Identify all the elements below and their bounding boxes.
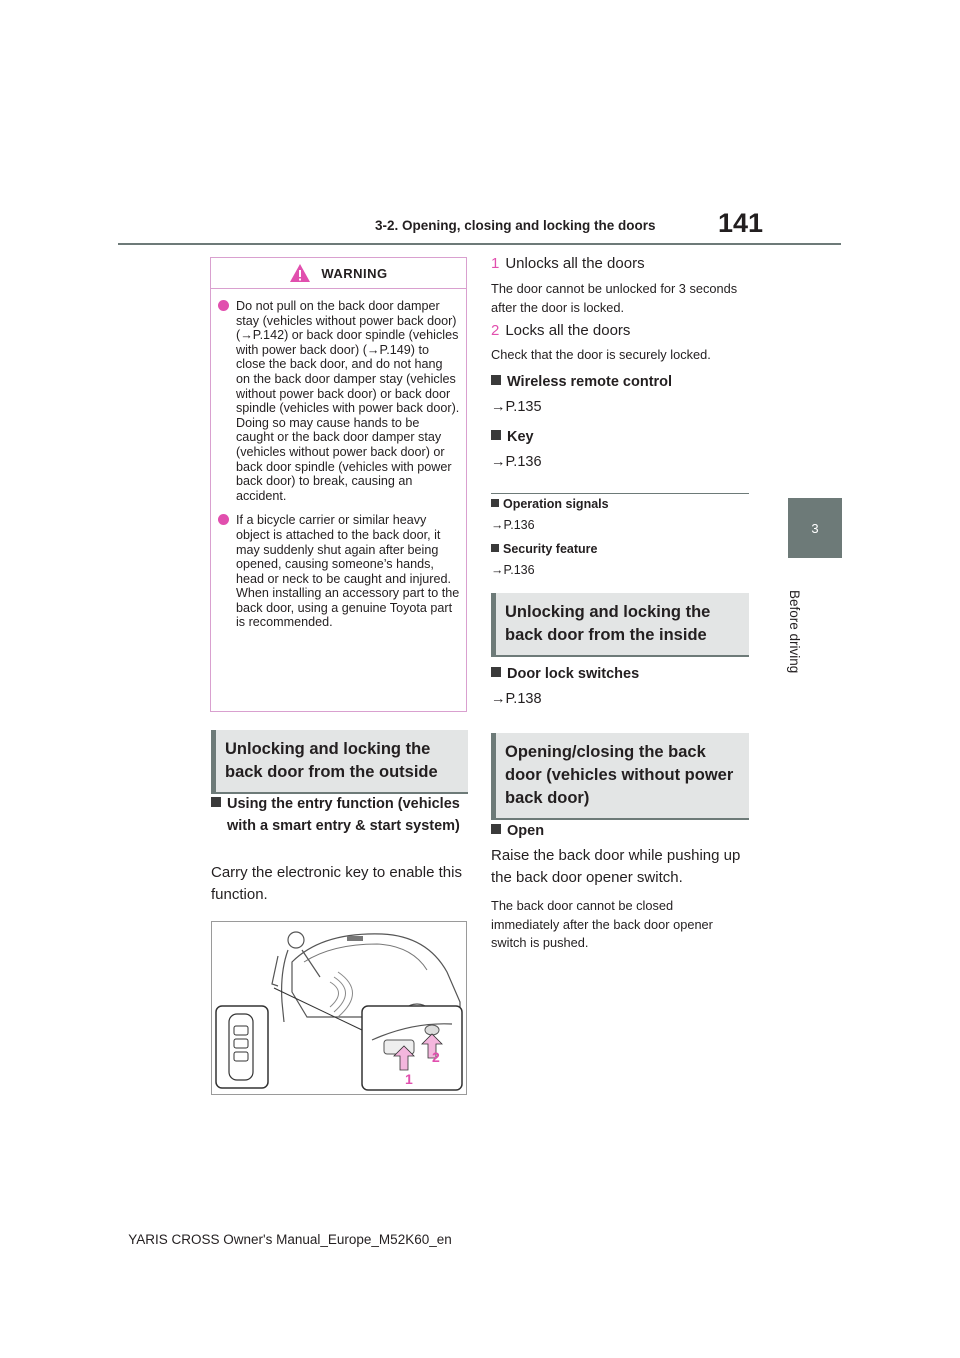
warning-title: WARNING: [321, 265, 388, 281]
warning-header: [211, 258, 466, 289]
step-1: [491, 253, 751, 275]
square-bullet-icon: [491, 824, 501, 834]
section-heading-opening: Opening/closing the back door (vehicles without power back door): [491, 733, 749, 820]
divider: [491, 493, 749, 494]
illustration-label-2: 2: [432, 1049, 440, 1065]
chapter-label: [780, 590, 808, 710]
entry-function-heading: Using the entry function (vehicles with a smart entry & start system): [211, 793, 484, 837]
warning-item: [218, 299, 460, 503]
chapter-tab: [788, 498, 842, 558]
open-note: The back door cannot be closed immediately after the back door opener switch is pushed.: [491, 898, 713, 950]
footer-text: YARIS CROSS Owner's Manual_Europe_M52K60_en: [128, 1232, 452, 1247]
square-bullet-icon: [211, 797, 221, 807]
step-2: [491, 320, 751, 342]
operation-signals-ref[interactable]: →P.136: [491, 518, 535, 532]
section-heading-inside: Unlocking and locking the back door from the inside: [491, 593, 749, 657]
step-1-note: The door cannot be unlocked for 3 seconds after the door is locked.: [491, 281, 738, 315]
footer: [0, 1232, 960, 1247]
step-2-number: 2: [491, 322, 500, 339]
illustration-label-1: 1: [405, 1071, 413, 1087]
open-heading: Open: [491, 820, 544, 842]
car-rear-illustration: [212, 922, 466, 1094]
step-1-number: 1: [491, 255, 500, 272]
section-title: 3-2. Opening, closing and locking the doors: [375, 218, 656, 233]
warning-item: [218, 513, 460, 630]
security-feature-ref[interactable]: →P.136: [491, 563, 535, 577]
step-2-label: Locks all the doors: [505, 322, 631, 339]
bullet-icon: [218, 300, 229, 311]
security-feature-heading: Security feature: [491, 542, 597, 556]
chapter-label-text: Before driving: [787, 590, 802, 674]
bullet-icon: [218, 514, 229, 525]
warning-box: [210, 257, 467, 712]
door-lock-switches-ref[interactable]: →P.138: [491, 691, 542, 707]
entry-function-body: Carry the electronic key to enable this function.: [211, 864, 462, 903]
square-bullet-icon: [491, 667, 501, 677]
square-bullet-icon: [491, 430, 501, 440]
door-lock-switches-heading: Door lock switches: [491, 663, 639, 685]
step-1-label: Unlocks all the doors: [505, 255, 645, 272]
back-door-illustration: [211, 921, 467, 1095]
header-rule: [118, 243, 841, 245]
wireless-heading: Wireless remote control: [491, 371, 672, 393]
square-bullet-icon: [491, 375, 501, 385]
warning-text: If a bicycle carrier or similar heavy object is attached to the back door, it may suddenly shut again after being opened, causing someone’s hands, head or neck to be caught and injured. When installing an accessory part to the back door, using a genuine Toyota part is recommended.: [236, 513, 460, 630]
chapter-number: 3: [811, 520, 819, 536]
warning-triangle-icon: [289, 263, 311, 283]
warning-text: Do not pull on the back door damper stay (vehicles without power back door) (→P.142) or back door spindle (vehicles with power back door) (→P.149) to close the back door, and do not hang on the back door damper stay (vehicles without power back door) or back door spindle (vehicles with power back door). Doing so may cause hands to be caught or the back door damper stay (vehicles without power back door) or back door spindle (vehicles with power back door) to break, causing an accident.: [236, 299, 460, 503]
wireless-ref[interactable]: →P.135: [491, 399, 542, 415]
key-heading: Key: [491, 426, 534, 448]
step-2-note: Check that the door is securely locked.: [491, 347, 711, 362]
square-bullet-icon: [491, 544, 499, 552]
key-ref[interactable]: →P.136: [491, 454, 542, 470]
open-body: Raise the back door while pushing up the back door opener switch.: [491, 847, 741, 886]
page-number: 141: [718, 208, 764, 238]
section-heading-outside: Unlocking and locking the back door from the outside: [211, 730, 468, 794]
square-bullet-icon: [491, 499, 499, 507]
operation-signals-heading: Operation signals: [491, 497, 609, 511]
